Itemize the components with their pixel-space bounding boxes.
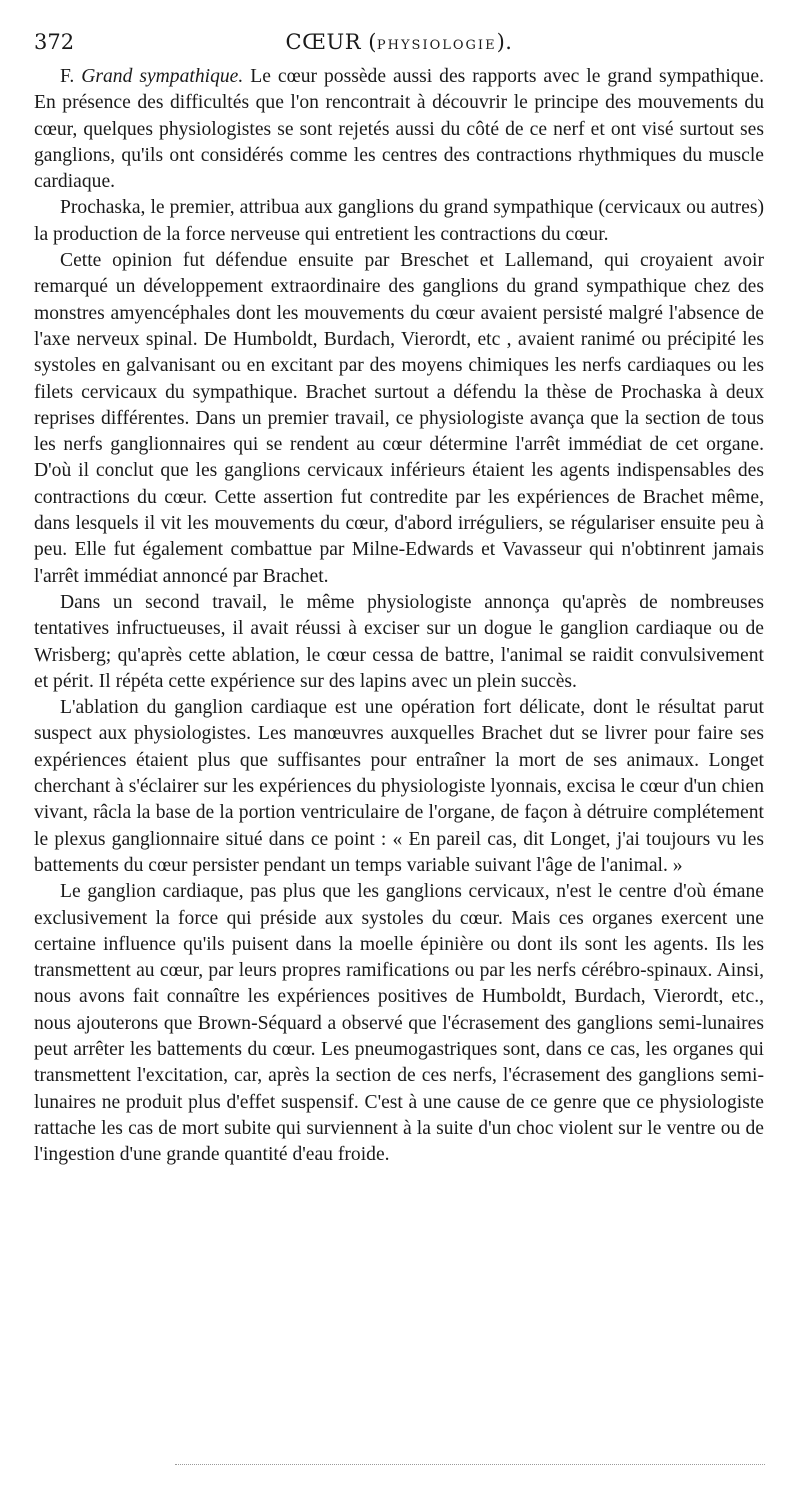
page-header bbox=[34, 30, 764, 64]
paragraph-breschet: Cette opinion fut défendue ensuite par Breschet et Lallemand, qui croyaient avoir remarqué un développement extraordinaire des ganglions du grand sympathique chez des monstres amyencéphales dont les mouvements du cœur avaient persisté malgré l'absence de l'axe nerveux spinal. De Humboldt, Burdach, Vierordt, etc , avaient ranimé ou précipité les systoles en galvanisant ou en excitant par des moyens chimiques les nerfs cardiaques ou les filets cervicaux du sympathique. Brachet surtout a défendu la thèse de Prochaska à deux reprises différentes. Dans un premier travail, ce physiologiste avança que la section de tous les nerfs ganglionnaires qui se rendent au cœur détermine l'arrêt immédiat de cet organe. D'où il conclut que les ganglions cervicaux inférieurs étaient les agents indispensables des contractions du cœur. Cette assertion fut contredite par les expériences de Brachet même, dans lesquels il vit les mouvements du cœur, d'abord irréguliers, se régulariser ensuite peu à peu. Elle fut également combattue par Milne-Edwards et Vavasseur qui n'obtinrent jamais l'arrêt immédiat annoncé par Brachet. bbox=[34, 250, 764, 587]
paragraph-text: Le cœur possède aussi des rapports avec le grand sympathique. En présence des difficultés que l'on rencontrait à découvrir le principe des mouvements du cœur, quelques physiologistes se sont rejetés aussi du côté de ce nerf et ont visé surtout ses ganglions, qu'ils ont considérés comme les centres des contractions rhythmiques du muscle cardiaque. bbox=[34, 66, 764, 193]
paragraph-grand-sympathique bbox=[34, 64, 764, 195]
running-head-close: ). bbox=[496, 30, 513, 54]
paragraph-prochaska: Prochaska, le premier, attribua aux ganglions du grand sympathique (cervicaux ou autres) la production de la force nerveuse qui entretient les contractions du cœur. bbox=[34, 197, 764, 245]
body-text bbox=[34, 64, 764, 1168]
page bbox=[34, 30, 764, 1168]
paragraph-second-travail: Dans un second travail, le même physiologiste annonça qu'après de nombreuses tentatives infructueuses, il avait réussi à exciser sur un dogue le ganglion cardiaque ou de Wrisberg; qu'après cette ablation, le cœur cessa de battre, l'animal se raidit convulsivement et périt. Il répéta cette expérience sur des lapins avec un plein succès. bbox=[34, 591, 764, 692]
paragraph-ganglion-cardiaque: Le ganglion cardiaque, pas plus que les ganglions cervicaux, n'est le centre d'où émane exclusivement la force qui préside aux systoles du cœur. Mais ces organes exercent une certaine influence qu'ils puisent dans la moelle épinière ou dont ils sont les agents. Ils les transmettent au cœur, par leurs propres ramifications ou par les nerfs cérébro-spinaux. Ainsi, nous avons fait connaître les expériences positives de Humboldt, Burdach, Vierordt, etc., nous ajouterons que Brown-Séquard a observé que l'écrasement des ganglions semi-lunaires peut arrêter les battements du cœur. Les pneumogastriques sont, dans ce cas, les organes qui transmettent l'excitation, car, après la section de ces nerfs, l'écrasement des ganglions semi-lunaires ne produit plus d'effet suspensif. C'est à une cause de ce genre que ce physiologiste rattache les cas de mort subite qui surviennent à la suite d'un choc violent sur le ventre ou de l'ingestion d'une grande quantité d'eau froide. bbox=[34, 881, 764, 1166]
footer-rule bbox=[175, 1464, 765, 1465]
page-number: 372 bbox=[34, 30, 75, 54]
running-head-title: CŒUR bbox=[285, 30, 362, 54]
section-prefix: F. bbox=[60, 66, 82, 87]
running-head-open: ( bbox=[361, 30, 377, 54]
running-head bbox=[34, 30, 764, 54]
running-head-subtitle: PHYSIOLOGIE bbox=[376, 38, 497, 53]
section-label: Grand sympathique. bbox=[81, 66, 244, 87]
paragraph-ablation: L'ablation du ganglion cardiaque est une opération fort délicate, dont le résultat parut suspect aux physiologistes. Les manœuvres auxquelles Brachet dut se livrer pour faire ses expériences étaient plus que suffisantes pour entraîner la mort de ses animaux. Longet cherchant à s'éclairer sur les expériences du physiologiste lyonnais, excisa le cœur d'un chien vivant, râcla la base de la portion ventriculaire de l'organe, de façon à détruire complétement le plexus ganglionnaire situé dans ce point : « En pareil cas, dit Longet, j'ai toujours vu les battements du cœur persister pendant un temps variable suivant l'âge de l'animal. » bbox=[34, 697, 764, 876]
